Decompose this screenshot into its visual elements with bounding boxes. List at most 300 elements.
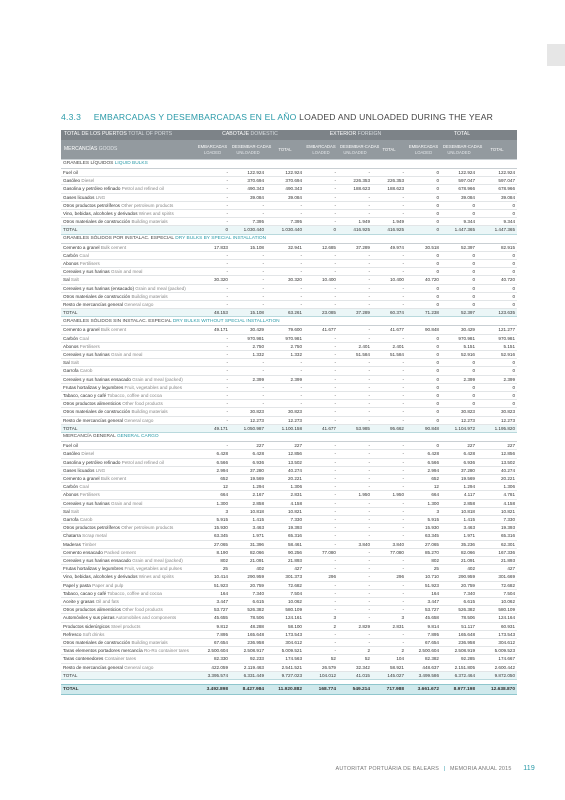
value-cell: - xyxy=(338,383,372,391)
value-cell: 652 xyxy=(195,474,230,482)
value-cell: 1.294 xyxy=(230,483,266,491)
goods-label: Refresco Soft drinks xyxy=(61,630,195,638)
value-cell: 3 xyxy=(195,507,230,515)
value-cell: 23.085 xyxy=(304,309,338,317)
table-row xyxy=(61,359,517,367)
value-cell: 72.682 xyxy=(477,581,517,589)
goods-label: Otros productos petrolíferos Other petroleum products xyxy=(61,201,195,209)
value-cell: 122.924 xyxy=(266,169,304,177)
total-label: TOTAL xyxy=(61,671,195,679)
goods-label: Cereales y sus harinas ensacado Grain and meal (packed) xyxy=(61,556,195,564)
value-cell: 41.677 xyxy=(372,326,406,334)
value-cell: 51.923 xyxy=(406,581,441,589)
value-cell: - xyxy=(372,210,406,218)
value-cell: 0 xyxy=(477,359,517,367)
value-cell: 0 xyxy=(406,367,441,375)
header-unloaded: DESEMBAR-CADAS UNLOADED xyxy=(441,140,477,160)
value-cell: - xyxy=(266,292,304,300)
value-cell: - xyxy=(372,630,406,638)
value-cell: 0 xyxy=(477,251,517,259)
value-cell: 448.637 xyxy=(406,663,441,671)
goods-label: Chatarra Scrap metal xyxy=(61,532,195,540)
table-row xyxy=(61,483,517,491)
goods-label: Resto de mercancías general General cargo xyxy=(61,301,195,309)
value-cell: 0 xyxy=(406,284,441,292)
value-cell: 19.569 xyxy=(441,474,477,482)
goods-label: Gases licuados LNG xyxy=(61,466,195,474)
value-cell: 304.612 xyxy=(266,638,304,646)
value-cell: 51.584 xyxy=(372,351,406,359)
header-row-columns xyxy=(61,140,517,160)
value-cell: 58.461 xyxy=(266,540,304,548)
value-cell: - xyxy=(338,416,372,424)
value-cell: - xyxy=(372,251,406,259)
value-cell: - xyxy=(372,334,406,342)
table-row xyxy=(61,375,517,383)
value-cell: 85.270 xyxy=(406,548,441,556)
table-row xyxy=(61,622,517,630)
value-cell: 48.288 xyxy=(230,622,266,630)
value-cell: 15.930 xyxy=(195,524,230,532)
value-cell: 1.332 xyxy=(230,351,266,359)
value-cell: 39.084 xyxy=(266,193,304,201)
value-cell: 52 xyxy=(338,655,372,663)
value-cell: 60.931 xyxy=(477,622,517,630)
value-cell: 41.677 xyxy=(304,424,338,432)
value-cell: - xyxy=(372,292,406,300)
value-cell: 678.966 xyxy=(477,185,517,193)
value-cell: 164 xyxy=(195,589,230,597)
goods-label: Abonos Fertilisers xyxy=(61,260,195,268)
value-cell: 53.985 xyxy=(338,424,372,432)
value-cell: 3 xyxy=(304,614,338,622)
value-cell: 12 xyxy=(406,483,441,491)
table-row xyxy=(61,392,517,400)
section-header-row xyxy=(61,317,517,326)
value-cell: 165.648 xyxy=(230,630,266,638)
value-cell: 31.396 xyxy=(230,540,266,548)
value-cell: - xyxy=(304,565,338,573)
goods-label: Gasolina y petróleo refinado Petrol and refined oil xyxy=(61,458,195,466)
table-row xyxy=(61,201,517,209)
footer-separator: | xyxy=(443,766,446,772)
table-row xyxy=(61,532,517,540)
value-cell: - xyxy=(304,524,338,532)
goods-label: Taras elementos portadores mercancía Ro-Ro container tares xyxy=(61,647,195,655)
value-cell: 5.915 xyxy=(195,515,230,523)
value-cell: 104 xyxy=(372,655,406,663)
value-cell: - xyxy=(304,515,338,523)
value-cell: 32.941 xyxy=(266,243,304,251)
value-cell: 82.382 xyxy=(406,655,441,663)
value-cell: 0 xyxy=(406,416,441,424)
value-cell: - xyxy=(304,177,338,185)
value-cell: 2.858 xyxy=(441,499,477,507)
goods-label: Vino, bebidas, alcoholes y derivados Wines and spirits xyxy=(61,210,195,218)
value-cell: 19.393 xyxy=(477,524,517,532)
value-cell: 227 xyxy=(230,442,266,450)
value-cell: 597.047 xyxy=(477,177,517,185)
goods-label: Abonos Fertilisers xyxy=(61,342,195,350)
value-cell: 45.655 xyxy=(195,614,230,622)
value-cell: 2.500.604 xyxy=(195,647,230,655)
value-cell: - xyxy=(338,375,372,383)
value-cell: - xyxy=(338,359,372,367)
value-cell: 597.047 xyxy=(441,177,477,185)
value-cell: 21.893 xyxy=(477,556,517,564)
value-cell: - xyxy=(304,193,338,201)
value-cell: 13.502 xyxy=(266,458,304,466)
value-cell: - xyxy=(230,276,266,284)
goods-label: Vino, bebidas, alcoholes y derivados Wines and spirits xyxy=(61,573,195,581)
value-cell: 7.395 xyxy=(266,218,304,226)
value-cell: 10.400 xyxy=(372,276,406,284)
value-cell: 12.856 xyxy=(266,450,304,458)
section-title: MERCANCÍA GENERAL GENERAL CARGO xyxy=(61,433,517,442)
table-row xyxy=(61,565,517,573)
value-cell: - xyxy=(304,251,338,259)
value-cell: 2.541.521 xyxy=(266,663,304,671)
value-cell: - xyxy=(338,483,372,491)
value-cell: - xyxy=(338,392,372,400)
table-row xyxy=(61,491,517,499)
value-cell: 19.569 xyxy=(230,474,266,482)
value-cell: 12 xyxy=(195,483,230,491)
value-cell: 664 xyxy=(195,491,230,499)
table-row xyxy=(61,342,517,350)
value-cell: 7.895 xyxy=(195,630,230,638)
table-row xyxy=(61,450,517,458)
value-cell: 0 xyxy=(406,301,441,309)
table-row xyxy=(61,210,517,218)
value-cell: - xyxy=(372,638,406,646)
value-cell: 0 xyxy=(406,218,441,226)
value-cell: 1.415 xyxy=(441,515,477,523)
goods-label: Otros materiales de construcción Building materials xyxy=(61,218,195,226)
value-cell: 39.084 xyxy=(230,193,266,201)
value-cell: 0 xyxy=(477,292,517,300)
value-cell: 4.781 xyxy=(477,491,517,499)
value-cell: 0 xyxy=(441,400,477,408)
value-cell: - xyxy=(230,284,266,292)
value-cell: 0 xyxy=(406,226,441,234)
goods-label: Carbón Coal xyxy=(61,334,195,342)
header-total-ports: TOTAL DE LOS PUERTOS TOTAL OF PORTS xyxy=(61,130,195,140)
value-cell: - xyxy=(338,292,372,300)
goods-label: Automóviles y sus piezas Automobiles and components xyxy=(61,614,195,622)
value-cell: 60.374 xyxy=(372,309,406,317)
table-row xyxy=(61,193,517,201)
value-cell: 0 xyxy=(406,169,441,177)
value-cell: 173.543 xyxy=(266,630,304,638)
header-exterior: EXTERIOR FOREIGN xyxy=(304,130,406,140)
value-cell: 5.009.521 xyxy=(266,647,304,655)
value-cell: 1.300 xyxy=(195,499,230,507)
value-cell: 4.117 xyxy=(441,491,477,499)
value-cell: 664 xyxy=(406,491,441,499)
value-cell: - xyxy=(195,408,230,416)
value-cell: 2.858 xyxy=(230,499,266,507)
value-cell: 52 xyxy=(304,655,338,663)
value-cell: - xyxy=(372,301,406,309)
value-cell: 12.273 xyxy=(230,416,266,424)
value-cell: - xyxy=(338,193,372,201)
value-cell: - xyxy=(266,359,304,367)
value-cell: - xyxy=(230,383,266,391)
value-cell: 104.012 xyxy=(304,671,338,679)
value-cell: - xyxy=(230,292,266,300)
header-loaded: EMBARCADAS LOADED xyxy=(195,140,230,160)
value-cell: - xyxy=(304,556,338,564)
value-cell: 62.301 xyxy=(477,540,517,548)
goods-label: Otros productos petrolíferos Other petroleum products xyxy=(61,524,195,532)
table-row xyxy=(61,548,517,556)
table-row xyxy=(61,367,517,375)
value-cell: 165.648 xyxy=(441,630,477,638)
value-cell: 0 xyxy=(406,400,441,408)
table-row xyxy=(61,474,517,482)
value-cell: 5.151 xyxy=(477,342,517,350)
value-cell: 65.316 xyxy=(266,532,304,540)
value-cell: - xyxy=(266,367,304,375)
table-row xyxy=(61,614,517,622)
table-row xyxy=(61,589,517,597)
value-cell: 6.428 xyxy=(195,450,230,458)
goods-label: Cemento a granel Bulk cement xyxy=(61,474,195,482)
value-cell: 7.340 xyxy=(441,589,477,597)
value-cell: 970.981 xyxy=(266,334,304,342)
value-cell: 12.685 xyxy=(304,243,338,251)
value-cell: 0 xyxy=(406,375,441,383)
value-cell: 526.382 xyxy=(441,606,477,614)
total-label: TOTAL xyxy=(61,226,195,234)
value-cell: 580.109 xyxy=(477,606,517,614)
value-cell: 37.280 xyxy=(230,466,266,474)
value-cell: 1.050.987 xyxy=(230,424,266,432)
value-cell: 124.164 xyxy=(477,614,517,622)
value-cell: 40.720 xyxy=(406,276,441,284)
table-body xyxy=(61,160,517,695)
value-cell: 4.158 xyxy=(266,499,304,507)
value-cell: - xyxy=(230,359,266,367)
value-cell: 652 xyxy=(406,474,441,482)
value-cell: - xyxy=(304,383,338,391)
value-cell: 1.950 xyxy=(338,491,372,499)
value-cell: - xyxy=(195,342,230,350)
value-cell: - xyxy=(266,268,304,276)
table-row xyxy=(61,292,517,300)
value-cell: - xyxy=(304,638,338,646)
value-cell: - xyxy=(195,218,230,226)
table-row xyxy=(61,268,517,276)
value-cell: 580.109 xyxy=(266,606,304,614)
value-cell: 3.463 xyxy=(441,524,477,532)
section-total-row xyxy=(61,226,517,234)
value-cell: - xyxy=(372,556,406,564)
value-cell: - xyxy=(338,474,372,482)
value-cell: - xyxy=(338,606,372,614)
value-cell: 12.273 xyxy=(266,416,304,424)
goods-label: Cereales y sus harinas Grain and meal xyxy=(61,499,195,507)
value-cell: 15.108 xyxy=(230,309,266,317)
page-footer xyxy=(336,765,535,772)
value-cell: - xyxy=(195,210,230,218)
value-cell: - xyxy=(304,292,338,300)
value-cell: 92.233 xyxy=(230,655,266,663)
value-cell: - xyxy=(372,201,406,209)
value-cell: 52.397 xyxy=(441,243,477,251)
value-cell: - xyxy=(230,251,266,259)
goods-label: Garrofa Carob xyxy=(61,515,195,523)
value-cell: 402 xyxy=(230,565,266,573)
value-cell: 145.027 xyxy=(372,671,406,679)
value-cell: - xyxy=(304,351,338,359)
value-cell: 1.300 xyxy=(406,499,441,507)
value-cell: 5.915 xyxy=(406,515,441,523)
value-cell: 65.316 xyxy=(477,532,517,540)
value-cell: - xyxy=(338,400,372,408)
value-cell: 3.840 xyxy=(338,540,372,548)
value-cell: 49.171 xyxy=(195,424,230,432)
value-cell: - xyxy=(372,193,406,201)
value-cell: 0 xyxy=(406,185,441,193)
section-total-row xyxy=(61,309,517,317)
value-cell: 40.274 xyxy=(266,466,304,474)
value-cell: - xyxy=(304,581,338,589)
value-cell: 0 xyxy=(477,400,517,408)
value-cell: - xyxy=(304,185,338,193)
value-cell: - xyxy=(304,597,338,605)
value-cell: - xyxy=(338,515,372,523)
value-cell: 0 xyxy=(406,392,441,400)
table-row xyxy=(61,284,517,292)
value-cell: 9.344 xyxy=(441,218,477,226)
section-total-row xyxy=(61,671,517,679)
value-cell: - xyxy=(372,589,406,597)
value-cell: 1.415 xyxy=(230,515,266,523)
value-cell: - xyxy=(195,392,230,400)
goods-label: Gasóleo Diesel xyxy=(61,450,195,458)
value-cell: 15.930 xyxy=(406,524,441,532)
value-cell: 1.030.440 xyxy=(266,226,304,234)
value-cell: - xyxy=(372,400,406,408)
value-cell: 370.694 xyxy=(266,177,304,185)
value-cell: - xyxy=(372,367,406,375)
value-cell: - xyxy=(304,606,338,614)
goods-label: Frutas hortalizas y legumbres Fruit, vegetables and pulses xyxy=(61,565,195,573)
value-cell: 304.612 xyxy=(477,638,517,646)
value-cell: - xyxy=(266,260,304,268)
value-cell: 296 xyxy=(372,573,406,581)
value-cell: 5.009.523 xyxy=(477,647,517,655)
goods-label: Otros materiales de construcción Building materials xyxy=(61,292,195,300)
value-cell: 0 xyxy=(406,292,441,300)
value-cell: - xyxy=(266,210,304,218)
section-total-row xyxy=(61,424,517,432)
value-cell: 0 xyxy=(477,260,517,268)
value-cell: - xyxy=(230,392,266,400)
value-cell: - xyxy=(372,581,406,589)
value-cell: 67.654 xyxy=(406,638,441,646)
value-cell: 2 xyxy=(372,647,406,655)
section-title-es: EMBARCADAS Y DESEMBARCADAS EN EL AÑO xyxy=(93,112,297,122)
value-cell: 40.720 xyxy=(477,276,517,284)
goods-label: Cemento ensacado Packed cement xyxy=(61,548,195,556)
value-cell: - xyxy=(372,507,406,515)
table-row xyxy=(61,383,517,391)
value-cell: - xyxy=(266,400,304,408)
value-cell: 0 xyxy=(406,383,441,391)
value-cell: - xyxy=(372,532,406,540)
table-row xyxy=(61,499,517,507)
value-cell: 10.818 xyxy=(230,507,266,515)
total-label: TOTAL xyxy=(61,309,195,317)
value-cell: 82.915 xyxy=(477,243,517,251)
value-cell: - xyxy=(338,614,372,622)
goods-label: Gasóleo Diesel xyxy=(61,177,195,185)
value-cell: 416.925 xyxy=(338,226,372,234)
value-cell: 17.833 xyxy=(195,243,230,251)
table-row xyxy=(61,218,517,226)
table-row xyxy=(61,573,517,581)
value-cell: 8.977.198 xyxy=(441,684,477,694)
value-cell: - xyxy=(372,169,406,177)
value-cell: 0 xyxy=(441,260,477,268)
goods-label: Gasolina y petróleo refinado Petrol and refined oil xyxy=(61,185,195,193)
value-cell: 41.677 xyxy=(304,326,338,334)
value-cell: 7.395 xyxy=(230,218,266,226)
value-cell: 3.840 xyxy=(372,540,406,548)
value-cell: - xyxy=(372,359,406,367)
header-unloaded: DESEMBAR-CADAS UNLOADED xyxy=(338,140,372,160)
value-cell: 0 xyxy=(477,301,517,309)
value-cell: 9.812 xyxy=(195,622,230,630)
header-total-col: TOTAL xyxy=(477,140,517,160)
value-cell: 0 xyxy=(406,442,441,450)
goods-label: Otros productos alimenticios Other food products xyxy=(61,606,195,614)
value-cell: - xyxy=(338,630,372,638)
value-cell: 2.399 xyxy=(441,375,477,383)
value-cell: 6.566 xyxy=(195,458,230,466)
value-cell: - xyxy=(195,284,230,292)
table-row xyxy=(61,351,517,359)
value-cell: 236.958 xyxy=(441,638,477,646)
value-cell: - xyxy=(304,458,338,466)
value-cell: - xyxy=(304,408,338,416)
value-cell: 427 xyxy=(477,565,517,573)
value-cell: 0 xyxy=(406,351,441,359)
value-cell: 51.117 xyxy=(441,622,477,630)
value-cell: 6.566 xyxy=(406,458,441,466)
goods-label: Taras contenedores Container tares xyxy=(61,655,195,663)
value-cell: - xyxy=(304,450,338,458)
value-cell: 301.669 xyxy=(477,573,517,581)
value-cell: 26.579 xyxy=(304,663,338,671)
value-cell: - xyxy=(195,416,230,424)
section-title: GRANELES SÓLIDOS SIN INSTALAC. ESPECIAL DRY BULKS WITHOUT SPECIAL INSTALLATION xyxy=(61,317,517,326)
value-cell: 3.447 xyxy=(195,597,230,605)
section-number: 4.3.3 xyxy=(61,112,82,122)
header-row-groups xyxy=(61,130,517,140)
value-cell: - xyxy=(230,367,266,375)
value-cell: 10.818 xyxy=(441,507,477,515)
goods-label: Abonos Fertilisers xyxy=(61,491,195,499)
value-cell: - xyxy=(372,383,406,391)
value-cell: 15.108 xyxy=(230,243,266,251)
goods-label: Garrofa Carob xyxy=(61,367,195,375)
value-cell: 51.584 xyxy=(338,351,372,359)
value-cell: 1.950 xyxy=(372,491,406,499)
